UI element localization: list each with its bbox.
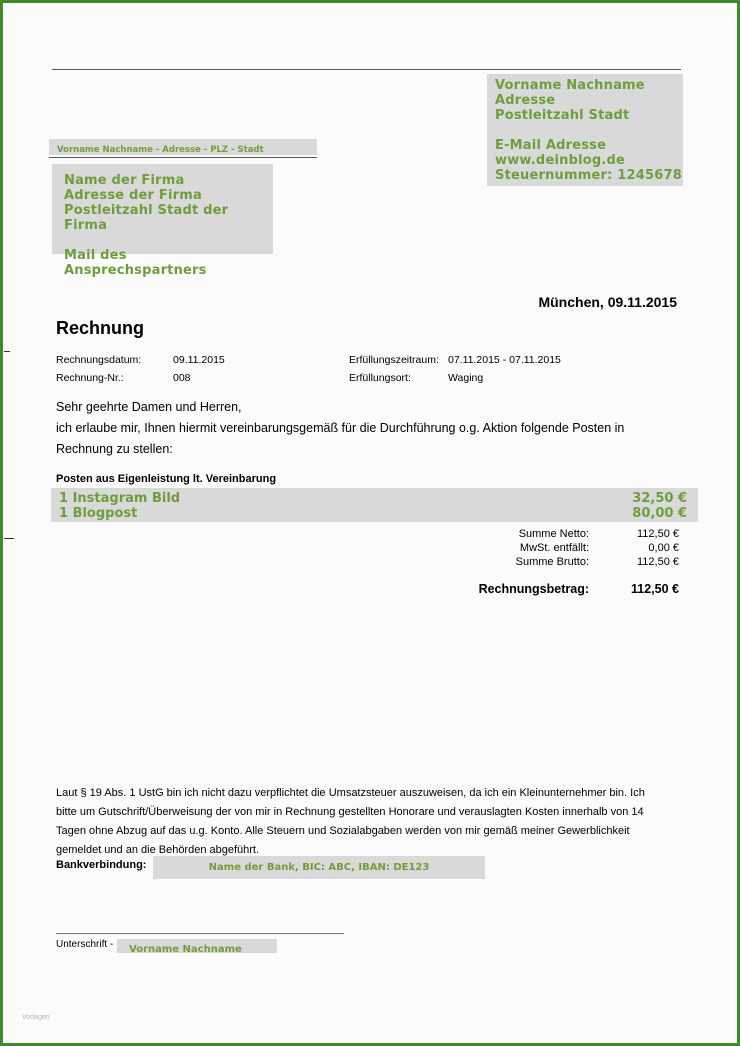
legal-line: Tagen ohne Abzug auf das u.g. Konto. Alle Steuern und Sozialabgaben werden von mir gemäß meiner Gewerblichkeit	[56, 825, 630, 837]
header-rule	[52, 69, 681, 70]
bank-details: Name der Bank, BIC: ABC, IBAN: DE123	[208, 862, 430, 873]
place-date: München, 09.11.2015	[538, 294, 677, 310]
item-description: 1 Blogpost	[59, 506, 138, 521]
legal-notice	[56, 784, 666, 860]
invoice-total: 112,50 €	[631, 582, 679, 596]
return-address: Vorname Nachname - Adresse - PLZ - Stadt	[57, 145, 264, 155]
sender-website: www.deinblog.de	[495, 153, 626, 168]
item-row	[51, 491, 698, 506]
invoice-number: 008	[173, 372, 191, 384]
sender-city: Postleitzahl Stadt	[495, 108, 630, 123]
item-price: 32,50 €	[632, 491, 687, 506]
vat-amount: 0,00 €	[648, 542, 679, 554]
item-row	[51, 506, 698, 521]
fold-mark	[4, 351, 10, 352]
invoice-number-label: Rechnung-Nr.:	[56, 372, 124, 384]
gross-sum-label: Summe Brutto:	[515, 556, 589, 568]
return-address-line	[49, 139, 317, 155]
invoice-date-label: Rechnungsdatum:	[56, 354, 142, 366]
bank-details-box	[153, 856, 485, 879]
sender-address: Adresse	[495, 93, 556, 108]
signature-label: Unterschrift -	[56, 939, 114, 950]
service-period: 07.11.2015 - 07.11.2015	[448, 354, 561, 366]
items-heading: Posten aus Eigenleistung lt. Vereinbarung	[56, 473, 277, 485]
invoice-title: Rechnung	[56, 318, 144, 338]
legal-line: bitte um Gutschrift/Überweisung der von mir in Rechnung gestellten Honorare und verauslagten Kosten innerhalb von 14	[56, 806, 644, 818]
legal-line: Laut § 19 Abs. 1 UstG bin ich nicht dazu verpflichtet die Umsatzsteuer auszuweisen, da ich ein Kleinunternehmer bin. Ich	[56, 787, 645, 799]
items-table	[51, 488, 698, 522]
recipient-company: Name der Firma	[64, 173, 185, 188]
signature-name-box	[117, 939, 277, 953]
recipient-address-box	[52, 164, 273, 278]
signature-name: Vorname Nachname	[129, 944, 242, 955]
invoice-date: 09.11.2015	[173, 354, 225, 366]
item-description: 1 Instagram Bild	[59, 491, 181, 506]
intro-line: Rechnung zu stellen:	[56, 442, 173, 456]
net-sum-label: Summe Netto:	[518, 528, 589, 540]
legal-line: gemeldet und an die Behörden abgeführt.	[56, 844, 260, 856]
recipient-contact: Mail des Ansprechspartners	[64, 248, 207, 278]
vat-label: MwSt. entfällt:	[519, 542, 589, 554]
intro-line: ich erlaube mir, Ihnen hiermit vereinbarungsgemäß für die Durchführung o.g. Aktion folgende Posten in	[56, 421, 625, 435]
sender-address-box	[487, 74, 683, 186]
sender-tax-number: Steuernummer: 1245678	[495, 168, 682, 183]
fold-mark	[4, 538, 14, 539]
recipient-city: Postleitzahl Stadt der Firma	[64, 203, 229, 233]
item-price: 80,00 €	[632, 506, 687, 521]
bank-label: Bankverbindung:	[56, 859, 147, 871]
sender-email: E-Mail Adresse	[495, 138, 607, 153]
service-place: Waging	[448, 372, 484, 384]
watermark: Vorlagen	[22, 1014, 50, 1021]
invoice-total-label: Rechnungsbetrag:	[478, 582, 589, 596]
service-place-label: Erfüllungsort:	[349, 372, 411, 384]
return-address-rule	[49, 157, 317, 158]
service-period-label: Erfüllungszeitraum:	[349, 354, 439, 366]
sender-name: Vorname Nachname	[495, 78, 645, 93]
signature-line	[56, 933, 344, 934]
recipient-address: Adresse der Firma	[64, 188, 202, 203]
net-sum: 112,50 €	[636, 528, 679, 540]
gross-sum: 112,50 €	[636, 556, 679, 568]
salutation: Sehr geehrte Damen und Herren,	[56, 400, 242, 414]
